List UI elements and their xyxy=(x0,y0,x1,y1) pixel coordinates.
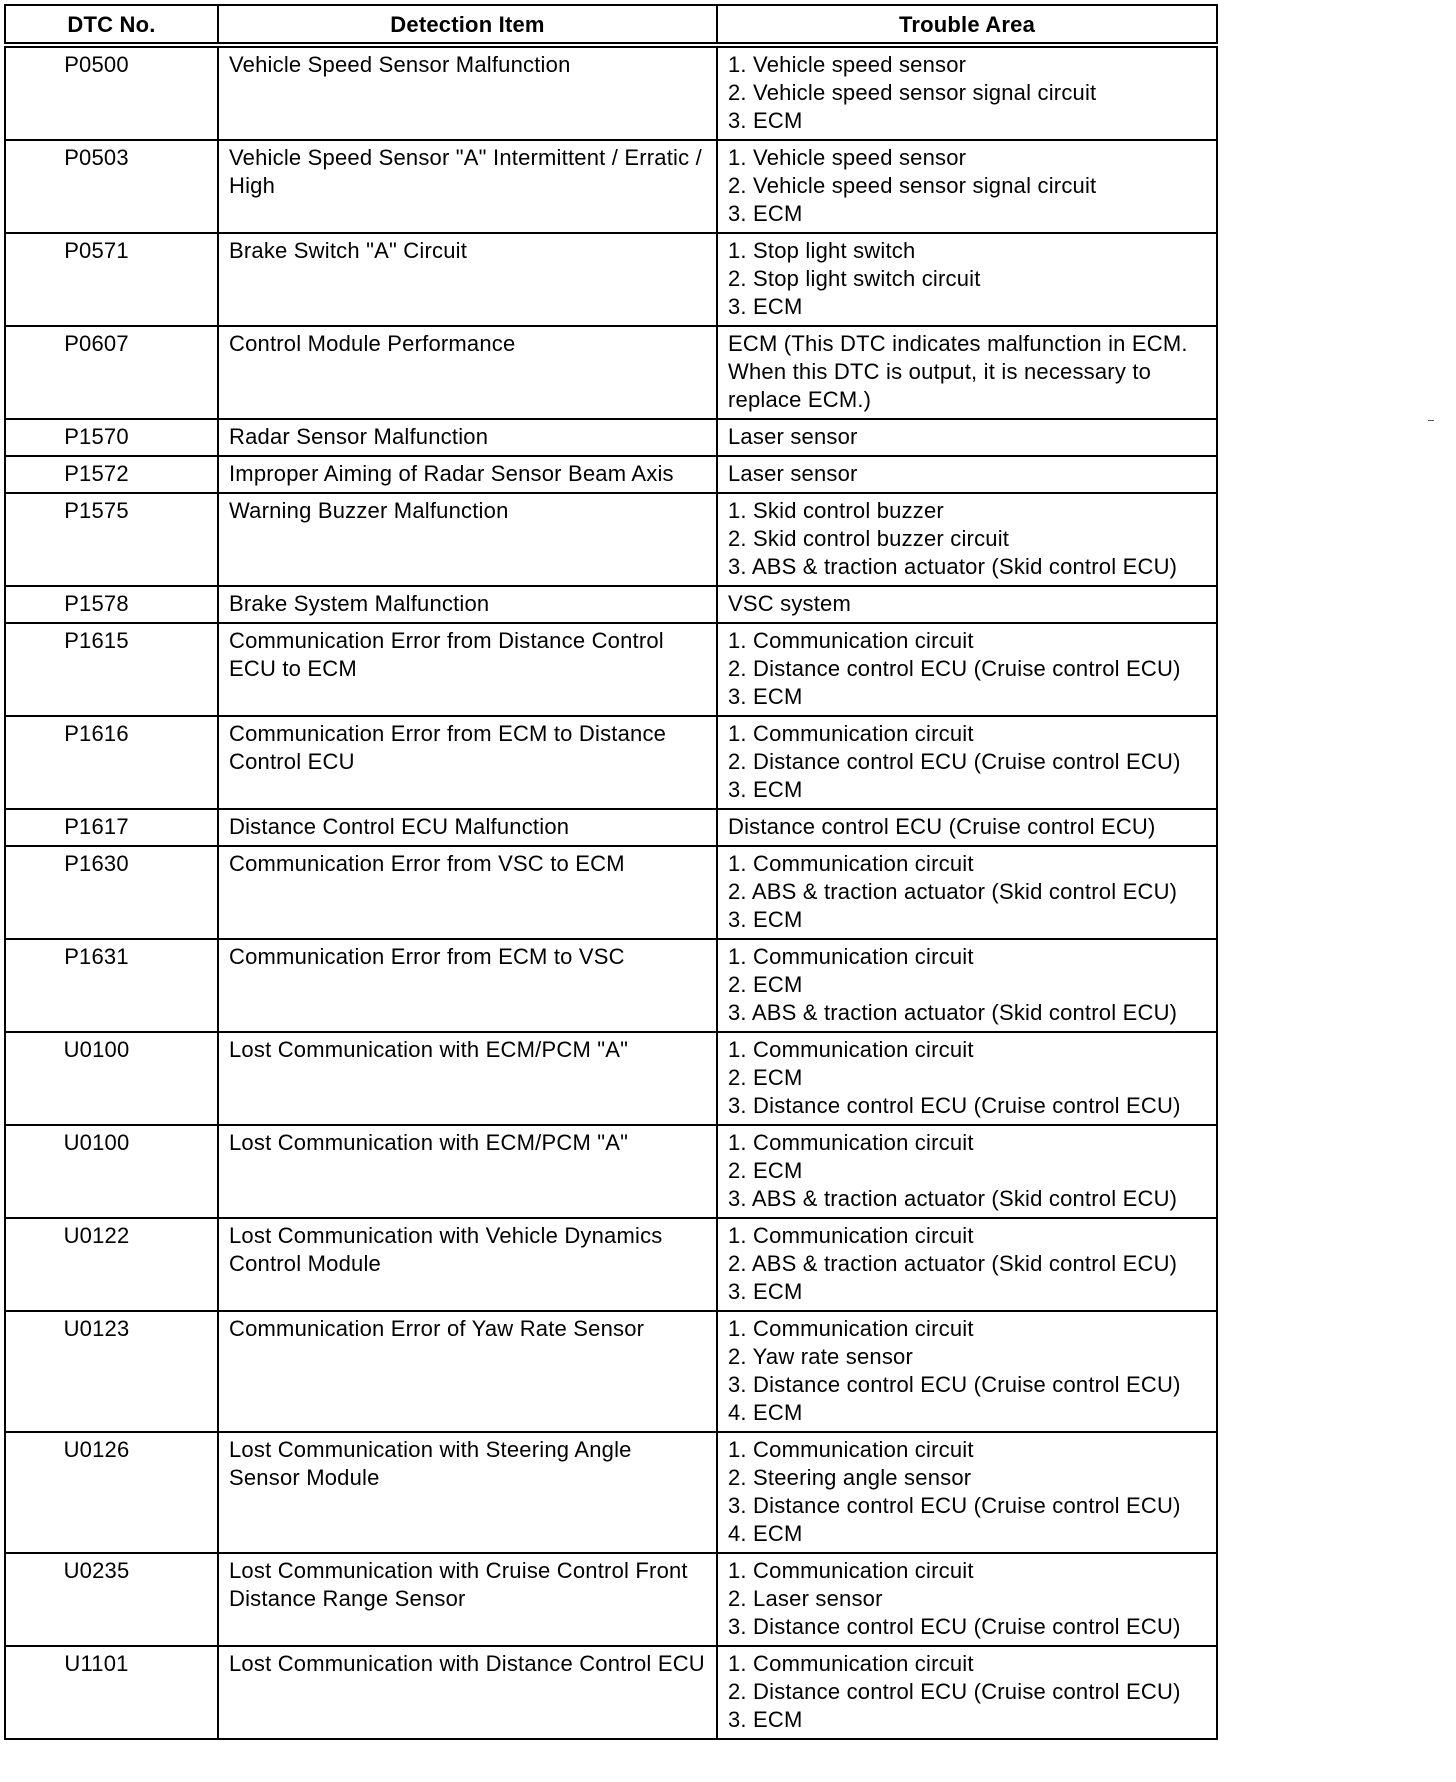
trouble-area-line: 1. Communication circuit xyxy=(728,628,974,653)
trouble-area-cell xyxy=(717,1218,1217,1311)
trouble-area-line: 2. Distance control ECU (Cruise control ECU) xyxy=(728,749,1181,774)
trouble-area-line: 2. Distance control ECU (Cruise control ECU) xyxy=(728,656,1181,681)
trouble-area-line: 2. ABS & traction actuator (Skid control ECU) xyxy=(728,1251,1178,1276)
trouble-area-line: 3. ECM xyxy=(728,1707,803,1732)
table-row xyxy=(5,939,1217,1032)
table-row xyxy=(5,1125,1217,1218)
table-row xyxy=(5,623,1217,716)
trouble-area-line: 2. Laser sensor xyxy=(728,1586,883,1611)
dtc-code-cell: U0235 xyxy=(5,1553,218,1646)
detection-item-cell: Improper Aiming of Radar Sensor Beam Axis xyxy=(218,456,717,493)
trouble-area-line: 1. Communication circuit xyxy=(728,1223,974,1248)
trouble-area-line: 2. Distance control ECU (Cruise control ECU) xyxy=(728,1679,1181,1704)
trouble-area-cell xyxy=(717,456,1217,493)
detection-item-cell: Lost Communication with Distance Control ECU xyxy=(218,1646,717,1739)
trouble-area-cell xyxy=(717,846,1217,939)
dtc-code-cell: U1101 xyxy=(5,1646,218,1739)
detection-item-cell: Lost Communication with ECM/PCM "A" xyxy=(218,1125,717,1218)
trouble-area-line: 3. ECM xyxy=(728,907,803,932)
dtc-code-cell: U0126 xyxy=(5,1432,218,1553)
table-row xyxy=(5,45,1217,140)
dtc-code-cell: P1575 xyxy=(5,493,218,586)
table-row xyxy=(5,1432,1217,1553)
trouble-area-line: 1. Vehicle speed sensor xyxy=(728,145,967,170)
trouble-area-line: ECM (This DTC indicates malfunction in ECM. When this DTC is output, it is necessary to replace ECM.) xyxy=(728,331,1188,412)
trouble-area-cell xyxy=(717,493,1217,586)
trouble-area-line: Laser sensor xyxy=(728,461,858,486)
detection-item-cell: Lost Communication with ECM/PCM "A" xyxy=(218,1032,717,1125)
trouble-area-line: 1. Communication circuit xyxy=(728,721,974,746)
trouble-area-line: 3. ABS & traction actuator (Skid control ECU) xyxy=(728,1000,1178,1025)
trouble-area-cell xyxy=(717,1646,1217,1739)
table-row xyxy=(5,716,1217,809)
dtc-code-cell: P1616 xyxy=(5,716,218,809)
trouble-area-line: 2. Stop light switch circuit xyxy=(728,266,981,291)
trouble-area-line: 2. ECM xyxy=(728,1158,803,1183)
trouble-area-line: VSC system xyxy=(728,591,852,616)
trouble-area-cell xyxy=(717,716,1217,809)
dtc-code-cell: U0100 xyxy=(5,1032,218,1125)
dtc-code-cell: P1572 xyxy=(5,456,218,493)
trouble-area-cell xyxy=(717,326,1217,419)
stray-mark xyxy=(1428,420,1434,421)
trouble-area-line: 2. Yaw rate sensor xyxy=(728,1344,913,1369)
table-row xyxy=(5,493,1217,586)
trouble-area-cell xyxy=(717,140,1217,233)
trouble-area-line: 2. Vehicle speed sensor signal circuit xyxy=(728,80,1097,105)
trouble-area-cell xyxy=(717,1432,1217,1553)
detection-item-cell: Communication Error from Distance Control ECU to ECM xyxy=(218,623,717,716)
dtc-code-cell: P1630 xyxy=(5,846,218,939)
table-row xyxy=(5,846,1217,939)
trouble-area-cell xyxy=(717,586,1217,623)
trouble-area-line: 2. Skid control buzzer circuit xyxy=(728,526,1010,551)
dtc-code-cell: P1617 xyxy=(5,809,218,846)
detection-item-cell: Lost Communication with Vehicle Dynamics Control Module xyxy=(218,1218,717,1311)
trouble-area-line: 2. Vehicle speed sensor signal circuit xyxy=(728,173,1097,198)
trouble-area-line: Distance control ECU (Cruise control ECU) xyxy=(728,814,1156,839)
dtc-code-cell: U0123 xyxy=(5,1311,218,1432)
trouble-area-cell xyxy=(717,1311,1217,1432)
trouble-area-line: 3. Distance control ECU (Cruise control ECU) xyxy=(728,1614,1181,1639)
table-header xyxy=(5,5,1217,45)
table-body xyxy=(5,45,1217,1739)
detection-item-cell: Radar Sensor Malfunction xyxy=(218,419,717,456)
dtc-code-cell: P1615 xyxy=(5,623,218,716)
table-row xyxy=(5,1032,1217,1125)
trouble-area-line: 1. Communication circuit xyxy=(728,1130,974,1155)
header-detection-item: Detection Item xyxy=(218,5,717,45)
header-trouble-area: Trouble Area xyxy=(717,5,1217,45)
trouble-area-line: 1. Vehicle speed sensor xyxy=(728,52,967,77)
trouble-area-line: 3. ECM xyxy=(728,777,803,802)
trouble-area-cell xyxy=(717,939,1217,1032)
table-row xyxy=(5,140,1217,233)
detection-item-cell: Vehicle Speed Sensor Malfunction xyxy=(218,45,717,140)
table-row xyxy=(5,1646,1217,1739)
trouble-area-line: 1. Communication circuit xyxy=(728,1437,974,1462)
header-row xyxy=(5,5,1217,45)
trouble-area-line: 1. Skid control buzzer xyxy=(728,498,944,523)
table-row xyxy=(5,233,1217,326)
detection-item-cell: Communication Error of Yaw Rate Sensor xyxy=(218,1311,717,1432)
trouble-area-cell xyxy=(717,623,1217,716)
table-row xyxy=(5,1553,1217,1646)
trouble-area-line: 2. ECM xyxy=(728,1065,803,1090)
trouble-area-line: 1. Communication circuit xyxy=(728,1651,974,1676)
trouble-area-cell xyxy=(717,1553,1217,1646)
trouble-area-cell xyxy=(717,419,1217,456)
trouble-area-line: 3. ECM xyxy=(728,1279,803,1304)
trouble-area-line: 2. ECM xyxy=(728,972,803,997)
trouble-area-line: 1. Communication circuit xyxy=(728,944,974,969)
trouble-area-line: 3. ECM xyxy=(728,684,803,709)
trouble-area-line: 3. ABS & traction actuator (Skid control ECU) xyxy=(728,1186,1178,1211)
header-dtc-no: DTC No. xyxy=(5,5,218,45)
table-row xyxy=(5,809,1217,846)
dtc-code-cell: P0500 xyxy=(5,45,218,140)
dtc-code-cell: P1578 xyxy=(5,586,218,623)
trouble-area-cell xyxy=(717,1125,1217,1218)
table-row xyxy=(5,419,1217,456)
dtc-code-cell: U0122 xyxy=(5,1218,218,1311)
trouble-area-line: 3. ABS & traction actuator (Skid control ECU) xyxy=(728,554,1178,579)
trouble-area-line: 3. Distance control ECU (Cruise control ECU) xyxy=(728,1372,1181,1397)
dtc-code-cell: P0571 xyxy=(5,233,218,326)
detection-item-cell: Communication Error from ECM to Distance Control ECU xyxy=(218,716,717,809)
trouble-area-line: 3. ECM xyxy=(728,108,803,133)
trouble-area-line: 3. ECM xyxy=(728,294,803,319)
trouble-area-cell xyxy=(717,809,1217,846)
detection-item-cell: Lost Communication with Steering Angle Sensor Module xyxy=(218,1432,717,1553)
trouble-area-line: 1. Stop light switch xyxy=(728,238,916,263)
detection-item-cell: Control Module Performance xyxy=(218,326,717,419)
detection-item-cell: Lost Communication with Cruise Control Front Distance Range Sensor xyxy=(218,1553,717,1646)
table-row xyxy=(5,586,1217,623)
table-row xyxy=(5,456,1217,493)
detection-item-cell: Distance Control ECU Malfunction xyxy=(218,809,717,846)
dtc-code-cell: P0607 xyxy=(5,326,218,419)
detection-item-cell: Vehicle Speed Sensor "A" Intermittent / Erratic / High xyxy=(218,140,717,233)
trouble-area-line: 3. ECM xyxy=(728,201,803,226)
detection-item-cell: Brake Switch "A" Circuit xyxy=(218,233,717,326)
trouble-area-line: Laser sensor xyxy=(728,424,858,449)
detection-item-cell: Communication Error from ECM to VSC xyxy=(218,939,717,1032)
dtc-code-cell: P0503 xyxy=(5,140,218,233)
trouble-area-cell xyxy=(717,1032,1217,1125)
trouble-area-line: 3. Distance control ECU (Cruise control ECU) xyxy=(728,1093,1181,1118)
trouble-area-line: 4. ECM xyxy=(728,1521,803,1546)
trouble-area-line: 2. Steering angle sensor xyxy=(728,1465,972,1490)
dtc-code-cell: U0100 xyxy=(5,1125,218,1218)
table-row xyxy=(5,1311,1217,1432)
trouble-area-line: 1. Communication circuit xyxy=(728,851,974,876)
detection-item-cell: Warning Buzzer Malfunction xyxy=(218,493,717,586)
trouble-area-cell xyxy=(717,233,1217,326)
trouble-area-line: 3. Distance control ECU (Cruise control ECU) xyxy=(728,1493,1181,1518)
trouble-area-line: 2. ABS & traction actuator (Skid control ECU) xyxy=(728,879,1178,904)
detection-item-cell: Brake System Malfunction xyxy=(218,586,717,623)
dtc-code-cell: P1570 xyxy=(5,419,218,456)
trouble-area-cell xyxy=(717,45,1217,140)
dtc-code-cell: P1631 xyxy=(5,939,218,1032)
dtc-table xyxy=(4,4,1218,1740)
detection-item-cell: Communication Error from VSC to ECM xyxy=(218,846,717,939)
trouble-area-line: 1. Communication circuit xyxy=(728,1316,974,1341)
trouble-area-line: 1. Communication circuit xyxy=(728,1037,974,1062)
trouble-area-line: 4. ECM xyxy=(728,1400,803,1425)
table-row xyxy=(5,326,1217,419)
table-row xyxy=(5,1218,1217,1311)
trouble-area-line: 1. Communication circuit xyxy=(728,1558,974,1583)
